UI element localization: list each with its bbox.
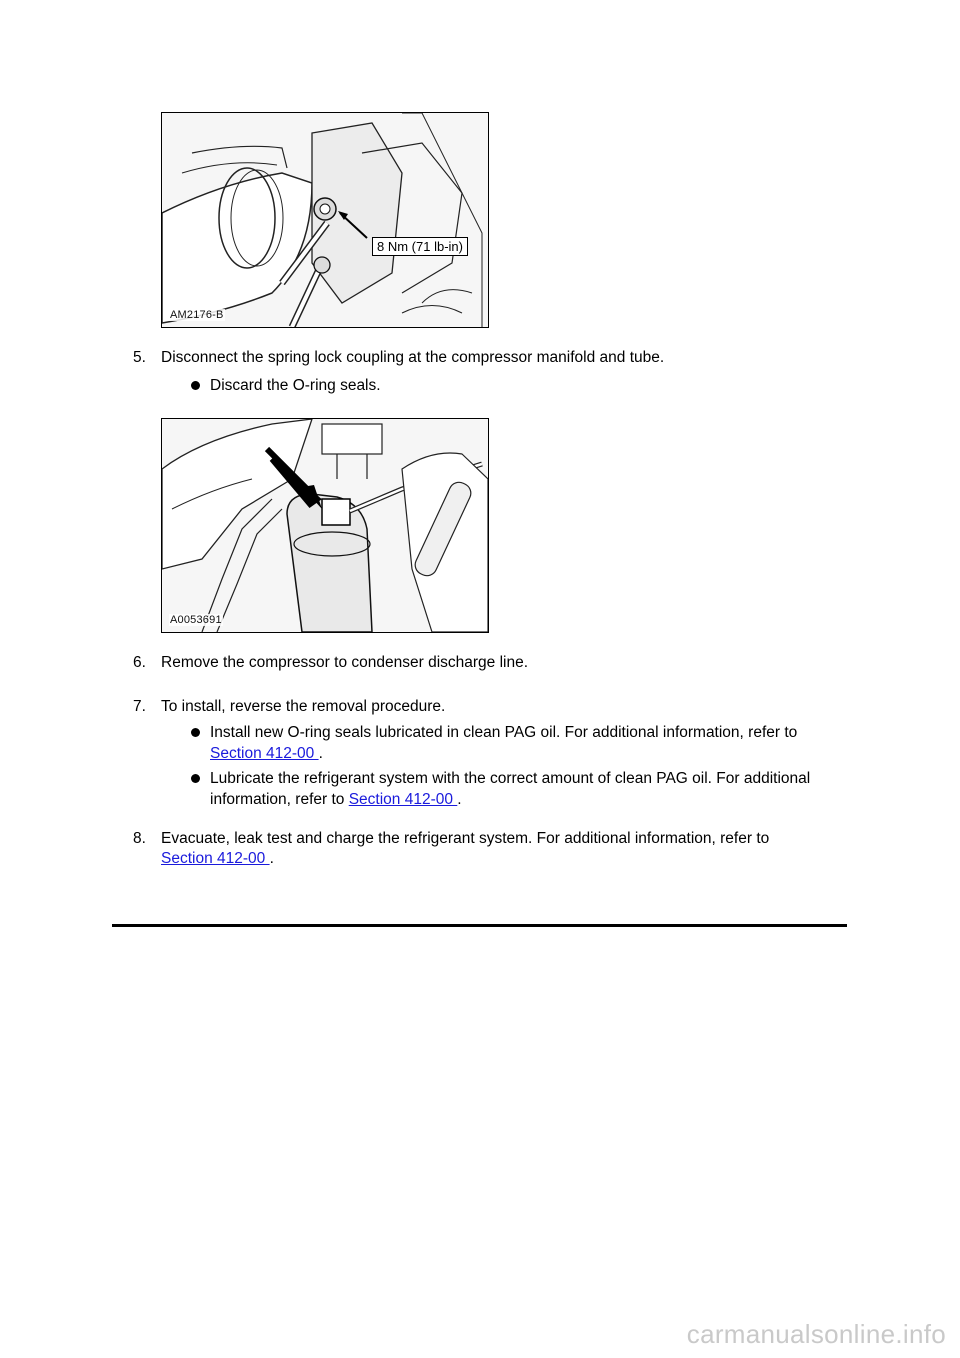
step-number: 6. (133, 654, 146, 671)
bullet-text: Lubricate the refrigerant system with the correct amount of clean PAG oil. For additional information, refer to Section 412-00 . (210, 770, 811, 808)
torque-callout: 8 Nm (71 lb-in) (372, 237, 468, 256)
bullet-icon (191, 728, 200, 737)
illustration-compressor-nut (162, 113, 488, 327)
figure-label: AM2176-B (170, 309, 224, 321)
step-number: 8. (133, 830, 146, 847)
figure-label: A0053691 (170, 614, 222, 626)
bullet-text: Discard the O-ring seals. (210, 377, 381, 394)
step-text: Disconnect the spring lock coupling at the compressor manifold and tube. (161, 349, 665, 366)
watermark: carmanualsonline.info (686, 1319, 946, 1349)
bullet-icon (191, 774, 200, 783)
bullet-icon (191, 381, 200, 390)
step-text: Remove the compressor to condenser discharge line. (161, 654, 529, 671)
section-link[interactable]: Section 412-00 (348, 791, 458, 808)
bullet-text: Install new O-ring seals lubricated in clean PAG oil. For additional information, refer to Section 412-00 . (210, 724, 798, 762)
section-link[interactable]: Section 412-00 (161, 850, 270, 867)
illustration-spring-lock-coupling (162, 419, 488, 632)
step-number: 5. (133, 349, 146, 366)
step-text: To install, reverse the removal procedure. (161, 698, 446, 715)
section-divider (112, 924, 847, 927)
figure-spring-lock-coupling (161, 418, 489, 633)
step-number: 7. (133, 698, 146, 715)
step-text: Evacuate, leak test and charge the refrigerant system. For additional information, refer to Section 412-00 . (161, 830, 770, 867)
figure-torque-nut (161, 112, 489, 328)
section-link[interactable]: Section 412-00 (210, 745, 319, 762)
